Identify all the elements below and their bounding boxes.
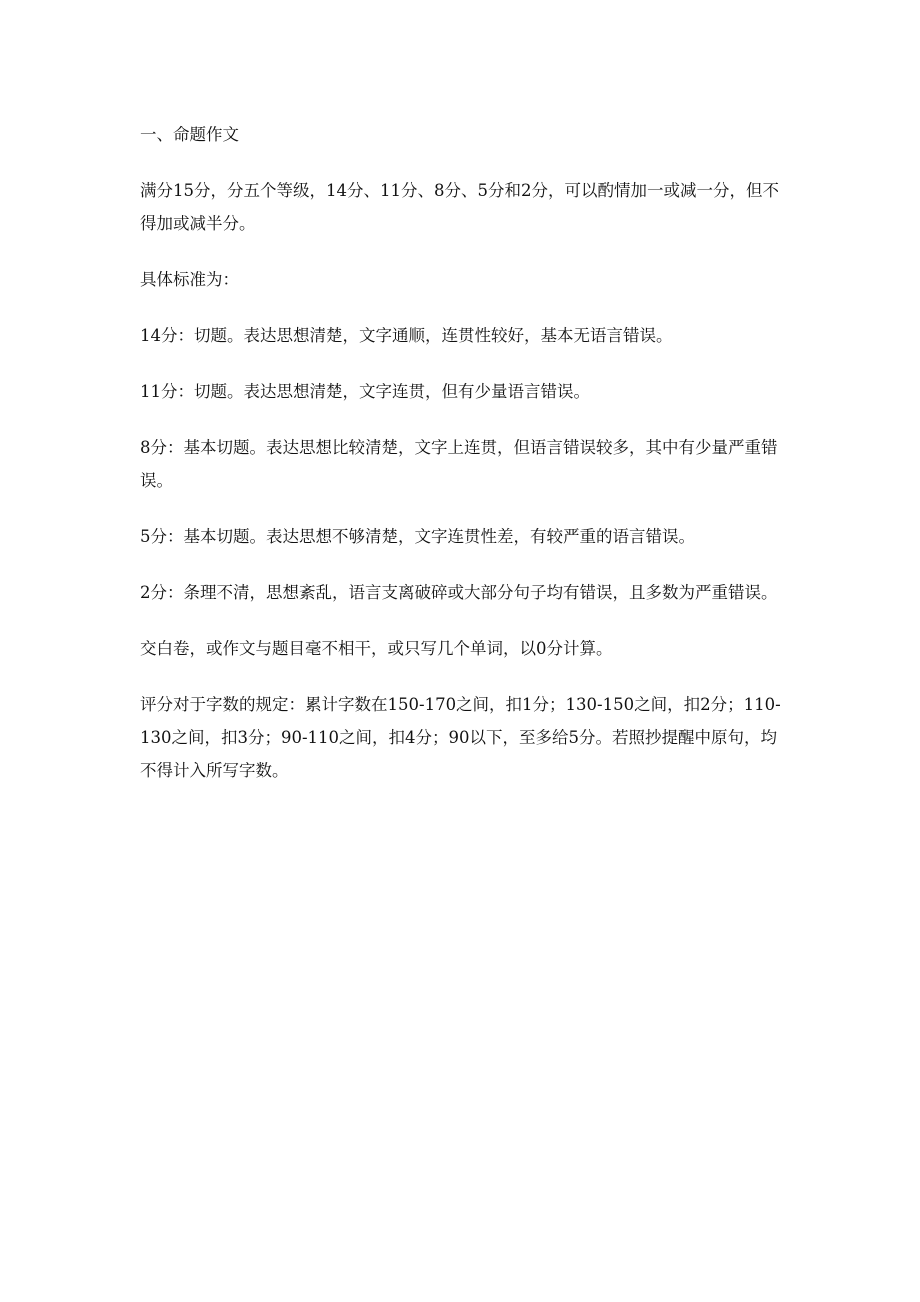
document-body bbox=[140, 118, 782, 810]
paragraph-full-score: 满分15分，分五个等级，14分、11分、8分、5分和2分，可以酌情加一或减一分，但不得加或减半分。 bbox=[140, 181, 779, 233]
paragraph-standard-intro: 具体标准为： bbox=[140, 270, 239, 289]
section-heading: 一、命题作文 bbox=[140, 125, 239, 144]
paragraph-2-points: 2分：条理不清，思想紊乱，语言支离破碎或大部分句子均有错误，且多数为严重错误。 bbox=[140, 583, 778, 602]
paragraph-14-points: 14分：切题。表达思想清楚，文字通顺，连贯性较好，基本无语言错误。 bbox=[140, 326, 673, 345]
paragraph-11-points: 11分：切题。表达思想清楚，文字连贯，但有少量语言错误。 bbox=[140, 382, 590, 401]
paragraph-5-points: 5分：基本切题。表达思想不够清楚，文字连贯性差，有较严重的语言错误。 bbox=[140, 527, 695, 546]
paragraph-8-points: 8分：基本切题。表达思想比较清楚，文字上连贯，但语言错误较多，其中有少量严重错误。 bbox=[140, 438, 778, 490]
paragraph-zero-score: 交白卷，或作文与题目毫不相干，或只写几个单词，以0分计算。 bbox=[140, 639, 613, 658]
paragraph-word-count-rule: 评分对于字数的规定：累计字数在150-170之间，扣1分；130-150之间，扣2分；110-130之间，扣3分；90-110之间，扣4分；90以下，至多给5分。若照抄提醒中原句，均不得计入所写字数。 bbox=[140, 695, 781, 780]
